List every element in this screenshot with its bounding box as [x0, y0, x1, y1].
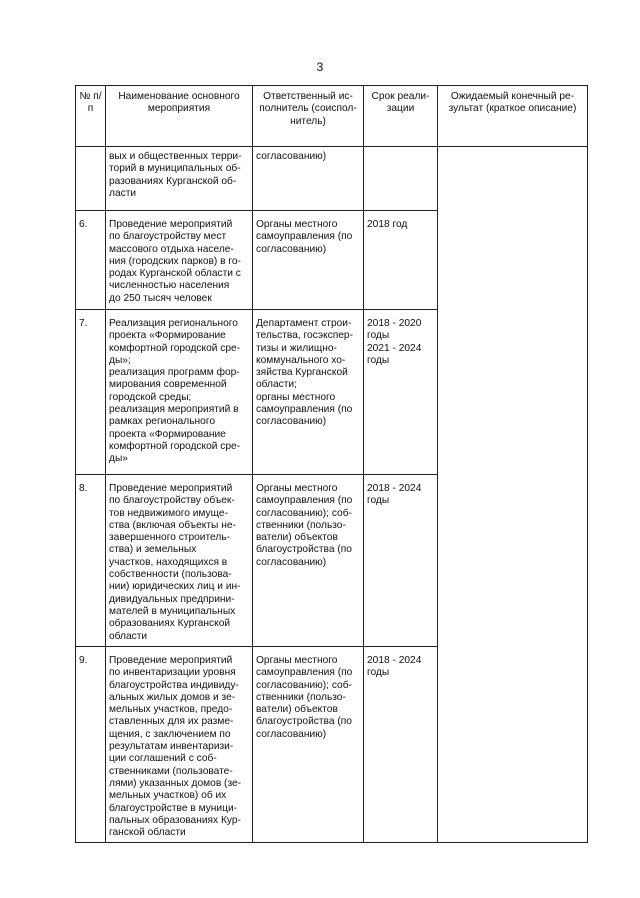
text-line: Ожидаемый конечный ре-	[450, 91, 575, 102]
row-number: 7.	[76, 310, 106, 475]
text-line: Проведение мероприятий	[109, 655, 233, 666]
text-line: ды»	[109, 453, 128, 465]
text-line: ства) и земельных	[109, 544, 197, 556]
header-measure-name	[106, 86, 253, 147]
text-line: проекта «Формирование	[109, 428, 226, 440]
text-line: 2021 - 2024	[367, 342, 422, 354]
text-line: по инвентаризации уровня	[109, 667, 236, 679]
text-line: Проведение мероприятий	[109, 483, 233, 494]
text-line: 2018 год	[367, 219, 408, 230]
text-line: нитель)	[290, 115, 326, 127]
text-line: согласованию)	[256, 151, 327, 162]
text-line: ства (включая объекты не-	[109, 519, 236, 531]
text-line: области	[109, 630, 148, 642]
text-line: ния (городских парков) в го-	[109, 255, 241, 267]
text-line: альных жилых домов и зе-	[109, 691, 236, 703]
text-line: благоустройстве в муници-	[109, 802, 238, 814]
header-executor	[253, 86, 364, 147]
text-line: 2018 - 2024	[367, 655, 422, 666]
text-line: самоуправления (по	[256, 231, 353, 243]
text-line: ганской области	[109, 827, 186, 839]
text-line: Наименование основного	[118, 91, 240, 102]
table-header-row	[76, 86, 588, 147]
text-line: ставленных для их разме-	[109, 716, 234, 728]
text-line: пальных образованиях Кур-	[109, 814, 241, 826]
text-line: мероприятия	[147, 103, 211, 115]
text-line: мельных участков) об их	[109, 790, 227, 802]
header-term	[364, 86, 438, 147]
text-line: благоустройства индивиду-	[109, 679, 239, 691]
row-term	[364, 647, 438, 843]
text-line: лями) указанных домов (зе-	[109, 777, 242, 789]
text-line: нии) юридических лиц и ин-	[109, 581, 241, 593]
text-line: полнитель (соиспол-	[259, 103, 357, 115]
row-number: 8.	[76, 475, 106, 647]
text-line: до 250 тысяч человек	[109, 292, 212, 304]
text-line: Органы местного	[256, 655, 338, 666]
text-line: ватели) объектов	[256, 532, 338, 544]
text-line: 2018 - 2024	[367, 483, 422, 494]
text-line: благоустройства (по	[256, 716, 352, 728]
text-line: городской среды;	[109, 391, 192, 403]
text-line: завершенного строитель-	[109, 532, 231, 544]
text-line: ственники (пользо-	[256, 691, 346, 703]
text-line: родах Курганской области с	[109, 268, 241, 280]
text-line: щения, с заключением по	[109, 728, 231, 740]
row-measure-name	[106, 310, 253, 475]
text-line: самоуправления (по	[256, 667, 353, 679]
text-line: Органы местного	[256, 219, 338, 230]
row-measure-name	[106, 211, 253, 310]
text-line: ды»;	[109, 354, 131, 366]
text-line: коммунального хо-	[256, 354, 346, 366]
text-line: Срок реали-	[371, 91, 430, 102]
text-line: тельства, госэкспер-	[256, 330, 353, 342]
text-line: Проведение мероприятий	[109, 219, 233, 230]
header-number	[76, 86, 106, 147]
text-line: мельных участков, предо-	[109, 704, 233, 716]
text-line: разованиях Курганской об-	[109, 175, 237, 187]
text-line: согласованию); соб-	[256, 679, 352, 691]
text-line: области;	[256, 379, 297, 391]
row-executor	[253, 147, 364, 211]
text-line: п	[87, 103, 94, 115]
row-measure-name	[106, 647, 253, 843]
text-line: проекта «Формирование	[109, 330, 226, 342]
row-number	[76, 147, 106, 211]
text-line: тизы и жилищно-	[256, 342, 337, 354]
text-line: ватели) объектов	[256, 704, 338, 716]
row-term	[364, 147, 438, 211]
text-line: согласованию); соб-	[256, 507, 352, 519]
text-line: годы	[367, 667, 390, 679]
text-line: согласованию)	[256, 556, 327, 568]
text-line: комфортной городской сре-	[109, 342, 241, 354]
text-line: численностью населения	[109, 280, 230, 292]
text-line: дивидуальных предприни-	[109, 593, 235, 605]
text-line: Ответственный ис-	[263, 91, 353, 102]
text-line: результатам инвентаризи-	[109, 741, 234, 753]
text-line: рамках регионального	[109, 416, 216, 428]
row-executor	[253, 475, 364, 647]
text-line: реализация программ фор-	[109, 367, 240, 379]
row-number: 6.	[76, 211, 106, 310]
text-line: согласованию)	[256, 243, 327, 255]
text-line: комфортной городской сре-	[109, 440, 241, 452]
row-executor	[253, 211, 364, 310]
text-line: Органы местного	[256, 483, 338, 494]
text-line: массового отдыха населе-	[109, 243, 234, 255]
text-line: 2018 - 2020	[367, 318, 422, 329]
text-line: вых и общественных терри-	[109, 151, 242, 162]
text-line: мирования современной	[109, 379, 227, 391]
text-line: образованиях Курганской	[109, 618, 231, 630]
row-measure-name	[106, 147, 253, 211]
text-line: ственники (пользо-	[256, 519, 346, 531]
row-term	[364, 310, 438, 475]
text-line: самоуправления (по	[256, 404, 353, 416]
text-line: годы	[367, 330, 390, 342]
measures-table	[75, 85, 588, 843]
text-line: ции соглашений с соб-	[109, 753, 217, 765]
text-line: собственности (пользова-	[109, 569, 232, 581]
text-line: Реализация регионального	[109, 318, 238, 329]
row-executor	[253, 647, 364, 843]
text-line: согласованию)	[256, 728, 327, 740]
text-line: годы	[367, 354, 390, 366]
text-line: реализация мероприятий в	[109, 404, 239, 416]
text-line: Департамент строи-	[256, 318, 352, 329]
text-line: зультат (краткое описание)	[448, 103, 577, 115]
row-expected-result	[438, 147, 588, 843]
text-line: по благоустройству объек-	[109, 495, 235, 507]
text-line: зяйства Курганской	[256, 367, 348, 379]
text-line: тов недвижимого имуще-	[109, 507, 228, 519]
text-line: № п/	[79, 91, 102, 102]
text-line: ласти	[109, 187, 137, 199]
row-term	[364, 211, 438, 310]
text-line: по благоустройству мест	[109, 231, 227, 243]
text-line: зации	[386, 103, 415, 115]
text-line: согласованию)	[256, 416, 327, 428]
text-line: мателей в муниципальных	[109, 605, 236, 617]
text-line: ственниками (пользовате-	[109, 765, 233, 777]
text-line: торий в муниципальных об-	[109, 163, 241, 175]
text-line: благоустройства (по	[256, 544, 352, 556]
page-number: 3	[316, 60, 324, 74]
text-line: самоуправления (по	[256, 495, 353, 507]
header-expected-result	[438, 86, 588, 147]
row-executor	[253, 310, 364, 475]
row-measure-name	[106, 475, 253, 647]
row-term	[364, 475, 438, 647]
table-row	[76, 147, 588, 211]
row-number: 9.	[76, 647, 106, 843]
text-line: участков, находящихся в	[109, 556, 228, 568]
text-line: годы	[367, 495, 390, 507]
text-line: органы местного	[256, 391, 336, 403]
